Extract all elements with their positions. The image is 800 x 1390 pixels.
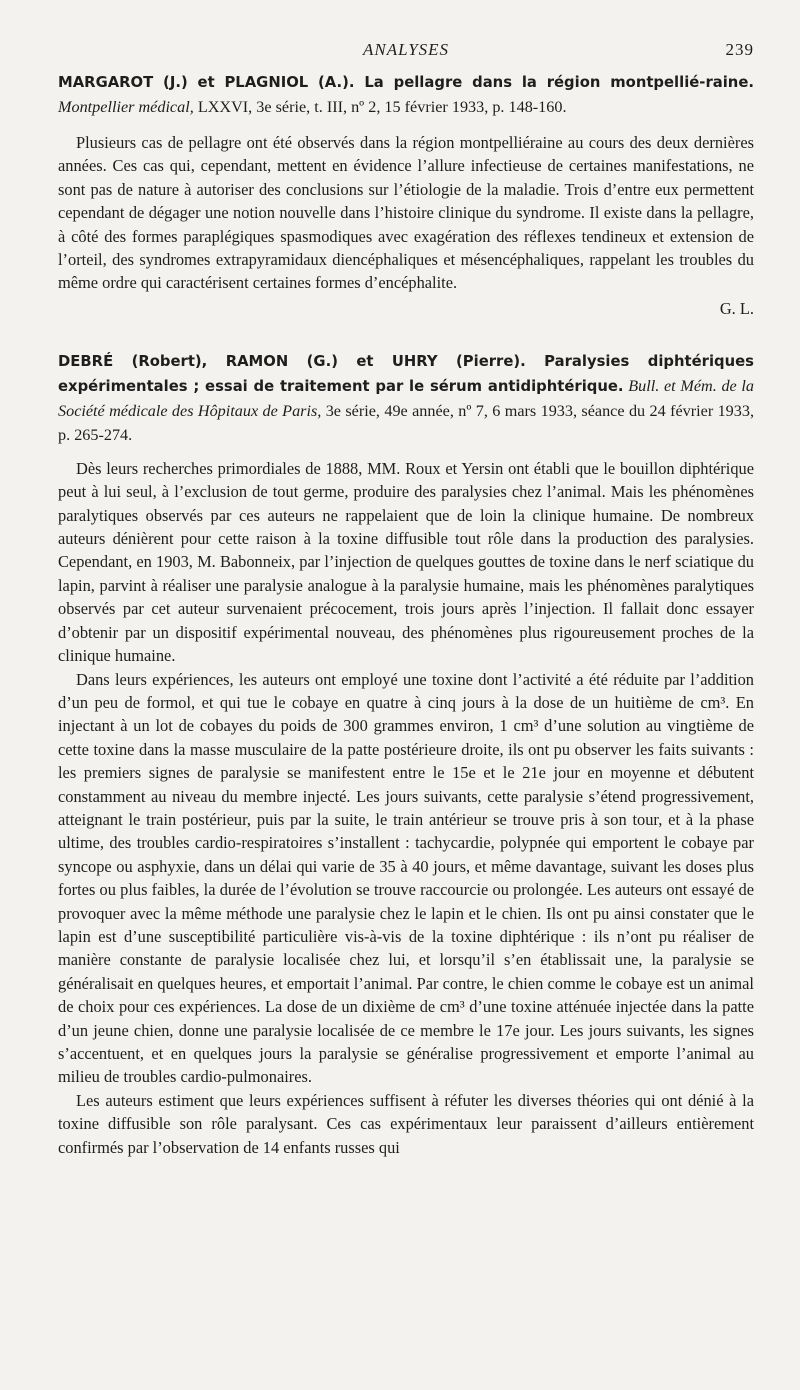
entry-heading [58,70,754,119]
entry-journal: Montpellier médical, [58,98,194,116]
entry-citation: 3e série, 49e année, nº 7, 6 mars 1933, séance du 24 février 1933, p. 265-274. [58,401,755,444]
entry-citation: LXXVI, 3e série, t. III, nº 2, 15 février 1933, p. 148-160. [197,98,567,116]
entry-authors-title: DEBRÉ (Robert), RAMON (G.) et UHRY (Pierre). Paralysies diphtériques expérimentales ; essai de traitement par le sérum antidiphtérique. [58,352,754,395]
entry-paragraph: Plusieurs cas de pellagre ont été observés dans la région montpelliéraine au cours des deux dernières années. Ces cas qui, cependant, mettent en évidence l’allure infectieuse de certaines manifestations, ne sont pas de nature à autoriser des conclusions sur l’étiologie de la maladie. Trois d’entre eux permettent cependant de dégager une notion nouvelle dans l’histoire clinique du syndrome. Il existe dans la pellagre, à côté des formes paraplégiques spasmodiques avec exagération des réflexes tendineux et extension de l’orteil, des syndromes extrapyramidaux diencéphaliques et mésencéphaliques, rappelant les troubles du même ordre qui caractérisent certaines formes d’encéphalite. [58,133,754,293]
entry-heading [58,349,754,447]
review-entry [58,70,754,319]
page-number: 239 [725,40,754,59]
entry-signature: G. L. [719,298,754,318]
entry-paragraph: Les auteurs estiment que leurs expériences suffisent à réfuter les diverses théories qui ont dénié à la toxine diffusible son rôle paralysant. Ces cas expérimentaux leur paraissent d’ailleurs entièrement confirmés par l’observation de 14 enfants russes qui [58,1090,754,1157]
journal-page [58,40,754,1159]
entry-journal: Bull. et Mém. de la Société médicale des Hôpitaux de Paris, [58,376,755,420]
running-head [58,40,754,70]
running-head-title: ANALYSES [362,40,450,59]
review-entry [58,349,754,1159]
entry-paragraph: Dans leurs expériences, les auteurs ont employé une toxine dont l’activité a été réduite par l’addition d’un peu de formol, et qui tue le cobaye en quatre à cinq jours à la dose de un huitième de cm³. En injectant à un lot de cobayes du poids de 300 grammes environ, 1 cm³ d’une solution au vingtième de cette toxine dans la masse musculaire de la patte postérieure droite, ils ont pu observer les faits suivants : les premiers signes de paralysie se manifestent entre le 15e et le 21e jour en moyenne et débutent constamment au niveau du membre injecté. Les jours suivants, cette paralysie s’étend progressivement, atteignant le train postérieur, puis par la suite, le train antérieur se trouve pris à son tour, et à la phase ultime, des troubles cardio-respiratoires s’installent : tachycardie, polypnée qui emportent le cobaye par syncope ou asphyxie, dans un délai qui varie de 35 à 40 jours, et même davantage, suivant les doses plus fortes ou plus faibles, la durée de l’évolution se trouve raccourcie ou prolongée. Les auteurs ont essayé de provoquer avec la même méthode une paralysie chez le lapin et le chien. Ils ont pu ainsi constater que le lapin est d’une susceptibilité particulière vis-à-vis de la toxine diphtérique : ils n’ont pu réaliser de manière constante de paralysie localisée chez lui, et lorsqu’il s’en établissait une, la paralysie se généralisait en quelques heures, et emportait l’animal. Par contre, le chien comme le cobaye est un animal de choix pour ces expériences. La dose de un dixième de cm³ d’une toxine atténuée injectée dans la patte d’un jeune chien, donne une paralysie localisée de ce membre le 17e jour. Les jours suivants, les signes s’accentuent, et en quelques jours la paralysie se généralise progressivement et emporte l’animal au milieu de troubles cardio-pulmonaires. [58,669,754,1087]
entry-authors-title: MARGAROT (J.) et PLAGNIOL (A.). La pellagre dans la région montpellié-raine. [58,74,754,91]
entry-paragraph: Dès leurs recherches primordiales de 1888, MM. Roux et Yersin ont établi que le bouillon diphtérique peut à lui seul, à l’exclusion de tout germe, produire des paralysies chez l’animal. Mais les phénomènes paralytiques observés par ces auteurs ne rappelaient que de loin la clinique humaine. De nombreux auteurs dénièrent pour cette raison à la toxine diffusible tout rôle dans la production des paralysies. Cependant, en 1903, M. Babonneix, par l’injection de quelques gouttes de toxine dans le nerf sciatique du lapin, parvint à réaliser une paralysie analogue à la paralysie humaine, mais les phénomènes paralytiques observés par cet auteur survenaient précocement, trois jours après l’injection. Il fallait donc essayer d’obtenir par un dispositif expérimental nouveau, des phénomènes plus rigoureusement proches de la clinique humaine. [58,458,754,666]
